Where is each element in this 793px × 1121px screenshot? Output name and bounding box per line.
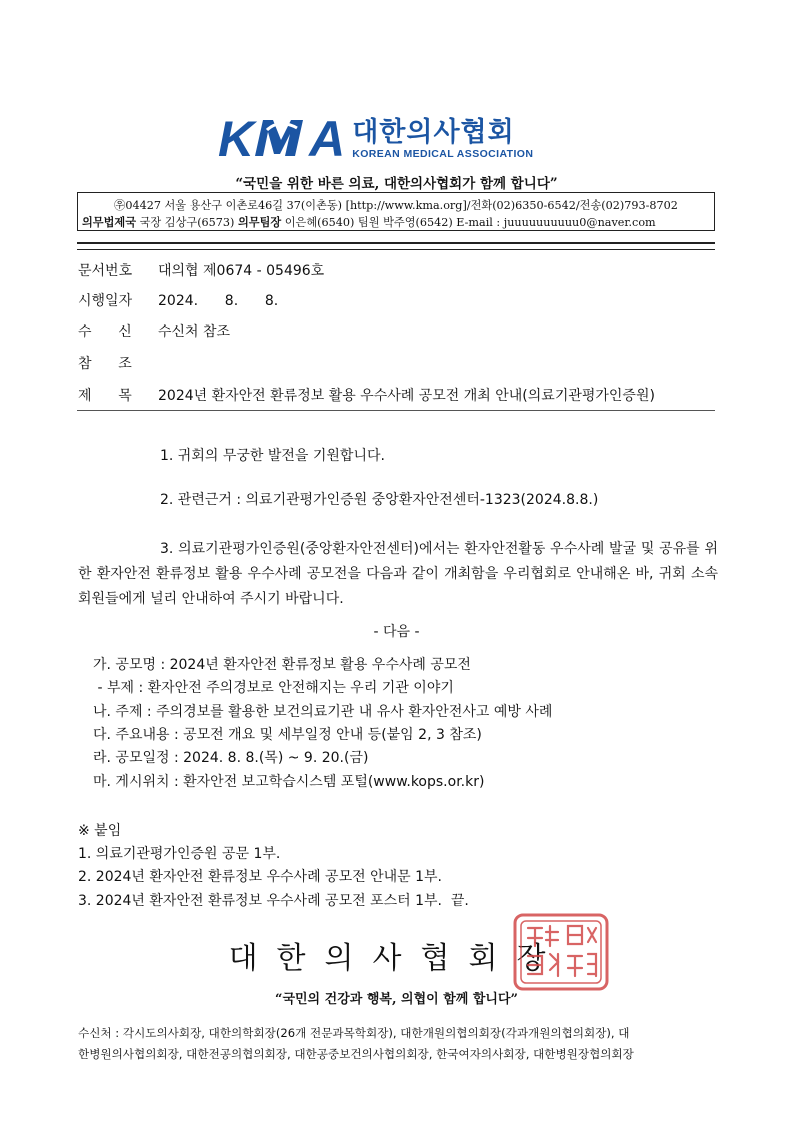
item-subtitle: - 부제 : 환자안전 주의경보로 안전해지는 우리 기관 이야기 [93, 680, 454, 696]
paragraph-2: 2. 관련근거 : 의료기관평가인증원 중앙환자안전센터-1323(2024.8.8.) [160, 492, 599, 508]
meta-recipient-label: 수 신 [78, 324, 132, 340]
paragraph-3 [78, 537, 718, 612]
address-box [77, 192, 715, 231]
meta-date-label: 시행일자 [78, 293, 133, 309]
meta-date-value: 2024. 8. 8. [158, 293, 279, 309]
meta-doc-number [78, 260, 324, 280]
official-seal-icon [512, 912, 610, 992]
meta-reference [78, 353, 158, 373]
item-location: 마. 게시위치 : 환자안전 보고학습시스템 포털(www.kops.or.kr) [93, 774, 485, 790]
item-content: 다. 주요내용 : 공모전 개요 및 세부일정 안내 등(붙임 2, 3 참조) [93, 727, 482, 743]
item-schedule: 라. 공모일정 : 2024. 8. 8.(목) ~ 9. 20.(금) [93, 750, 369, 766]
paragraph-1: 1. 귀회의 무궁한 발전을 기원합니다. [160, 448, 385, 464]
contact-director: 국장 김상구(6573) [136, 216, 238, 229]
meta-recipient [78, 321, 230, 341]
header-slogan: “국민을 위한 바른 의료, 대한의사협회가 함께 합니다” [235, 176, 558, 192]
attachment-item: 3. 2024년 환자안전 환류정보 우수사례 공모전 포스터 1부. 끝. [78, 893, 469, 909]
next-heading: - 다음 - [373, 624, 420, 640]
logo-name-english: KOREAN MEDICAL ASSOCIATION [352, 148, 534, 160]
meta-recipient-value: 수신처 참조 [158, 324, 231, 340]
signer-title: 대한의사협회장 [228, 941, 565, 976]
item-topic: 나. 주제 : 주의경보를 활용한 보건의료기관 내 유사 환자안전사고 예방 사례 [93, 704, 553, 720]
attachments-title: ※ 붙임 [78, 823, 122, 839]
contact-team: 의무팀장 [237, 215, 282, 229]
address-line: ㉾04427 서울 용산구 이촌로46길 37(이촌동) [http://www.kma.org]/전화(02)6350-6542/전송(02)793-8702 [114, 199, 678, 212]
meta-date [78, 290, 278, 310]
contact-staff: 이은혜(6540) 팀원 박주영(6542) E-mail : juuuuuuuuuu0@naver.com [281, 216, 656, 229]
paragraph-3-text: 3. 의료기관평가인증원(중앙환자안전센터)에서는 환자안전활동 우수사례 발굴 및 공유를 위한 환자안전 환류정보 활용 우수사례 공모전을 다음과 같이 개최함을 우리협회로 안내해온 바, 귀회 소속회원들에게 널리 안내하여 주시기 바랍니다. [78, 541, 718, 607]
kma-letter-k: K [218, 111, 254, 167]
recipients-line: 수신처 : 각시도의사회장, 대한의학회장(26개 전문과목학회장), 대한개원의협의회장(각과개원의협의회장), 대 [78, 1026, 630, 1040]
footer-slogan: “국민의 건강과 행복, 의협이 함께 합니다” [274, 992, 519, 1007]
header-rule-thick [77, 242, 715, 244]
kma-logo [218, 111, 534, 167]
contact-dept: 의무법제국 [82, 215, 137, 229]
kma-letter-a: A [309, 111, 345, 167]
meta-reference-label: 참 조 [78, 356, 132, 372]
contact-line [82, 214, 656, 230]
meta-doc-number-value: 대의협 제0674 - 05496호 [158, 263, 325, 279]
meta-subject [78, 385, 655, 405]
meta-doc-number-label: 문서번호 [78, 263, 133, 279]
meta-subject-value: 2024년 환자안전 환류정보 활용 우수사례 공모전 개최 안내(의료기관평가인증원) [158, 388, 655, 404]
logo-name-korean: 대한의사협회 [352, 117, 515, 148]
recipients-line: 한병원의사협의회장, 대한전공의협의회장, 대한공중보건의사협의회장, 한국여자의사회장, 대한병원장협의회장 [78, 1047, 634, 1061]
attachment-item: 2. 2024년 환자안전 환류정보 우수사례 공모전 안내문 1부. [78, 869, 442, 885]
kma-m-caduceus-icon [253, 118, 309, 158]
header-rule-thin [77, 249, 715, 250]
recipients-list [78, 1023, 718, 1065]
attachment-item: 1. 의료기관평가인증원 공문 1부. [78, 846, 281, 862]
kma-logo-letters [218, 111, 345, 167]
item-title: 가. 공모명 : 2024년 환자안전 환류정보 활용 우수사례 공모전 [93, 657, 471, 673]
meta-divider [77, 410, 715, 411]
meta-subject-label: 제 목 [78, 388, 132, 404]
